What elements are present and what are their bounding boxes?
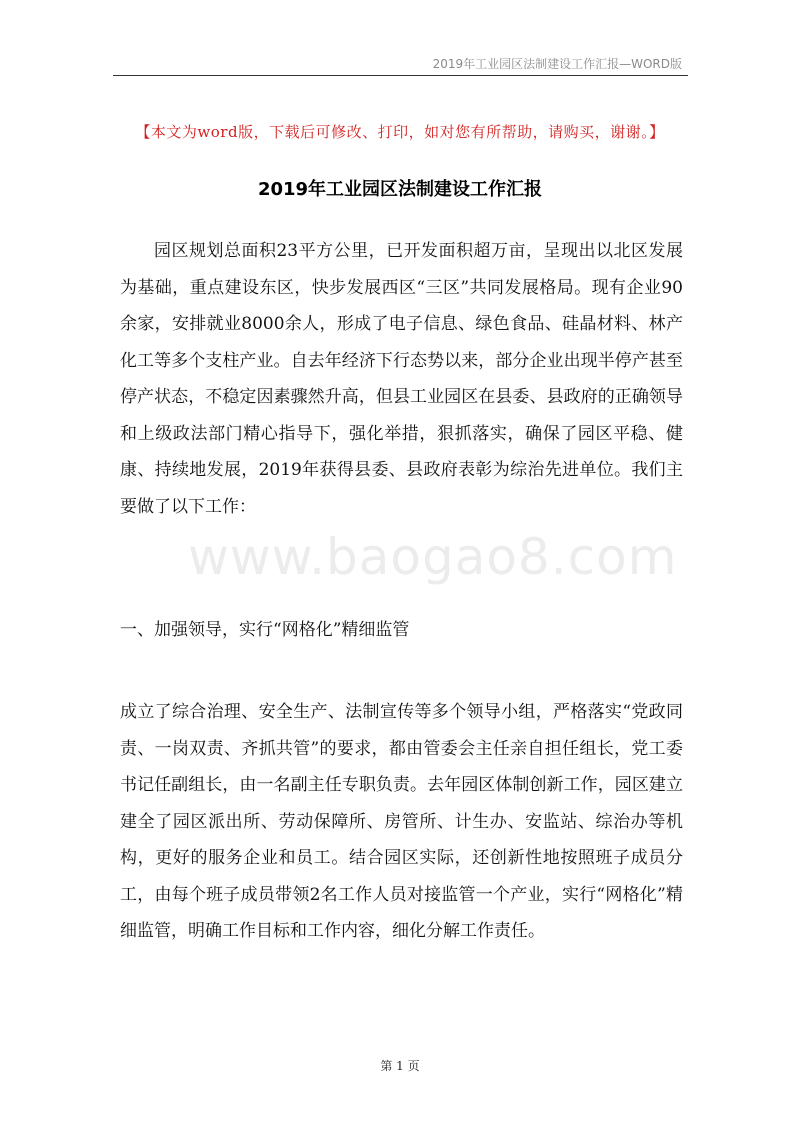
section-paragraph: 成立了综合治理、安全生产、法制宣传等多个领导小组，严格落实“党政同责、一岗双责、齐抓共管”的要求，都由管委会主任亲自担任组长，党工委书记任副组长，由一名副主任专职负责。去年园区体制创新工作，园区建立建全了园区派出所、劳动保障所、房管所、计生办、安监站、综治办等机构，更好的服务企业和员工。结合园区实际，还创新性地按照班子成员分工，由每个班子成员带领2名工作人员对接监管一个产业，实行“网格化”精细监管，明确工作目标和工作内容，细化分解工作责任。 [120,702,683,941]
page-number: 第 1 页 [380,1059,420,1073]
header-divider [113,75,688,76]
watermark: www.baogao8.com [188,528,678,586]
intro-paragraph: 园区规划总面积23平方公里，已开发面积超万亩，呈现出以北区发展为基础，重点建设东区，快步发展西区“三区”共同发展格局。现有企业90余家，安排就业8000余人，形成了电子信息、绿色食品、硅晶材料、林产化工等多个支柱产业。自去年经济下行态势以来，部分企业出现半停产甚至停产状态，不稳定因素骤然升高，但县工业园区在县委、县政府的正确领导和上级政法部门精心指导下，强化举措，狠抓落实，确保了园区平稳、健康、持续地发展，2019年获得县委、县政府表彰为综治先进单位。我们主要做了以下工作： [120,241,683,517]
document-title: 2019年工业园区法制建设工作汇报 [257,179,543,200]
download-notice: 【本文为word版，下载后可修改、打印，如对您有所帮助，请购买，谢谢。】 [135,123,665,141]
running-header: 2019年工业园区法制建设工作汇报—WORD版 [432,57,682,71]
section-heading: 一、加强领导，实行“网格化”精细监管 [120,620,410,640]
